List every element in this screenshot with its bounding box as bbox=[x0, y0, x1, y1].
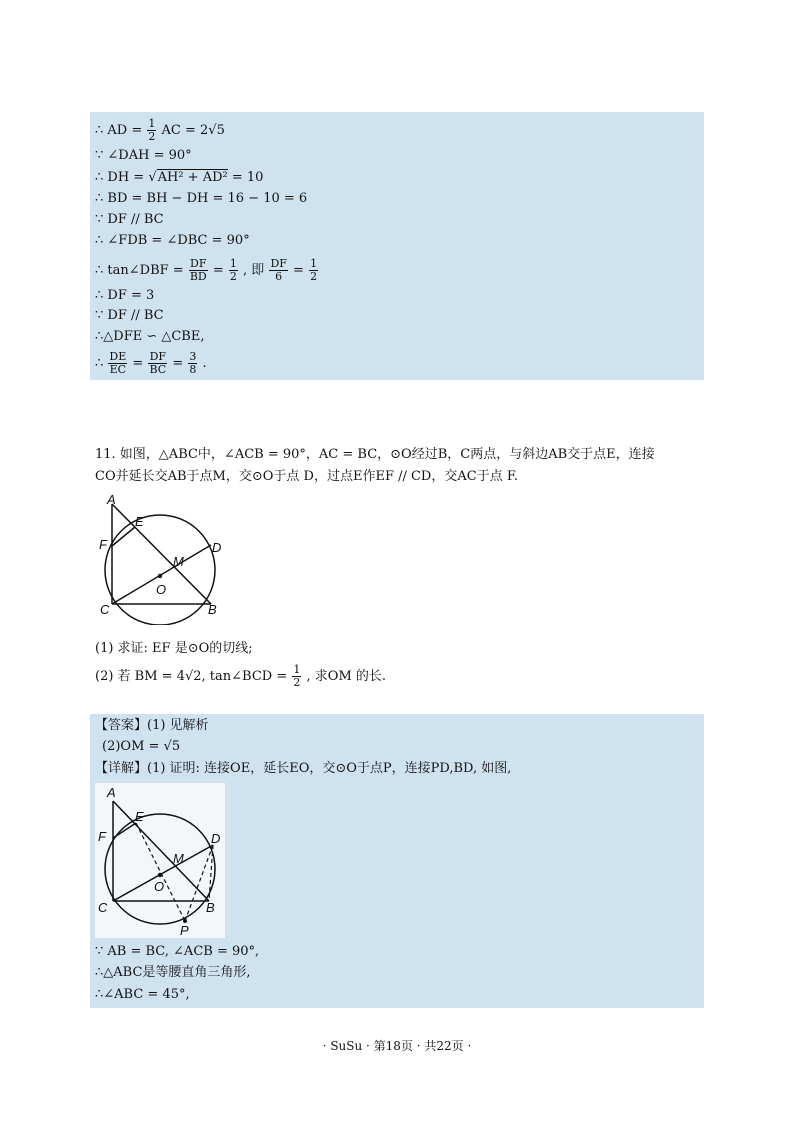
numerator: 1 bbox=[229, 257, 237, 270]
label-o: O bbox=[154, 879, 165, 894]
numerator: DF bbox=[149, 350, 167, 363]
question-11-part-1: (1) 求证: EF 是⊙O的切线; bbox=[95, 641, 253, 656]
text: = 10 bbox=[227, 170, 264, 185]
solution-line-9: ∵ DF // BC bbox=[95, 308, 164, 323]
fraction bbox=[309, 258, 318, 283]
denominator: BD bbox=[189, 270, 207, 283]
question-11-stem-line-2: CO并延长交AB于点M，交⊙O于点 D，过点E作EF // CD，交AC于点 F. bbox=[95, 469, 518, 484]
fraction bbox=[269, 258, 287, 283]
denominator: 2 bbox=[229, 270, 237, 283]
label-m: M bbox=[173, 554, 184, 569]
fraction bbox=[147, 118, 156, 143]
fraction bbox=[188, 351, 197, 376]
label-e: E bbox=[135, 514, 144, 529]
solution-line-2: ∵ ∠DAH = 90° bbox=[95, 148, 192, 163]
solution-line-3 bbox=[95, 170, 263, 186]
denominator: 2 bbox=[310, 270, 318, 283]
text: = bbox=[132, 356, 144, 371]
text: = bbox=[172, 356, 184, 371]
label-b: B bbox=[206, 900, 215, 915]
text: , 即 bbox=[243, 263, 265, 278]
fraction bbox=[108, 351, 127, 376]
label-d: D bbox=[212, 540, 222, 555]
answer-line-1: 【答案】(1) 见解析 bbox=[95, 718, 209, 733]
denominator: 6 bbox=[275, 270, 283, 283]
point-o bbox=[158, 574, 162, 578]
detail-line: 【详解】(1) 证明: 连接OE，延长EO，交⊙O于点P，连接PD,BD, 如图, bbox=[95, 761, 512, 776]
page-footer: · SuSu · 第18页 · 共22页 · bbox=[322, 1039, 472, 1053]
text: ∴ bbox=[95, 356, 104, 371]
denominator: EC bbox=[109, 363, 127, 376]
text: ∴ DH = √ bbox=[95, 170, 157, 185]
segment-ep bbox=[136, 823, 185, 921]
label-o: O bbox=[156, 582, 167, 597]
text: ∴ tan∠DBF = bbox=[95, 263, 184, 278]
text: , 求OM 的长. bbox=[306, 669, 387, 684]
fraction bbox=[292, 664, 301, 689]
numerator: 1 bbox=[310, 257, 318, 270]
proof-line-2: ∴△ABC是等腰直角三角形, bbox=[95, 965, 251, 980]
label-m: M bbox=[173, 851, 184, 866]
proof-line-3: ∴∠ABC = 45°, bbox=[95, 987, 190, 1002]
proof-line-1: ∵ AB = BC, ∠ACB = 90°, bbox=[95, 944, 260, 959]
solution-line-11 bbox=[95, 351, 207, 376]
text: = bbox=[212, 263, 224, 278]
point-o bbox=[158, 873, 162, 877]
circle-o bbox=[105, 515, 215, 625]
question-11-part-2 bbox=[95, 664, 386, 689]
label-p: P bbox=[180, 923, 189, 938]
fraction bbox=[148, 351, 167, 376]
text: = bbox=[293, 263, 304, 278]
label-c: C bbox=[98, 900, 108, 915]
fraction bbox=[189, 258, 208, 283]
solution-line-8: ∴ DF = 3 bbox=[95, 288, 155, 303]
circle-o bbox=[105, 814, 215, 924]
solution-box-previous bbox=[90, 112, 704, 380]
text: AC = 2√5 bbox=[161, 123, 225, 138]
solution-line-4: ∴ BD = BH − DH = 16 − 10 = 6 bbox=[95, 191, 308, 206]
segment-ef bbox=[113, 823, 136, 838]
numerator: 1 bbox=[148, 117, 156, 130]
label-f: F bbox=[99, 537, 107, 552]
solution-line-5: ∵ DF // BC bbox=[95, 212, 164, 227]
numerator: DE bbox=[109, 350, 127, 363]
answer-figure bbox=[95, 783, 225, 938]
label-a: A bbox=[107, 785, 116, 800]
solution-line-1 bbox=[95, 118, 225, 143]
label-d: D bbox=[211, 831, 221, 846]
numerator: 3 bbox=[189, 350, 197, 363]
label-e: E bbox=[135, 809, 144, 824]
numerator: DF bbox=[270, 257, 287, 270]
label-a: A bbox=[107, 492, 116, 507]
denominator: 2 bbox=[293, 676, 301, 689]
radicand: AH² + AD² bbox=[157, 170, 228, 185]
solution-line-7 bbox=[95, 258, 319, 283]
label-c: C bbox=[100, 602, 110, 617]
label-b: B bbox=[208, 602, 217, 617]
label-f: F bbox=[98, 829, 106, 844]
numerator: DF bbox=[190, 257, 207, 270]
answer-figure-photo bbox=[95, 783, 225, 938]
text: ∴ AD = bbox=[95, 123, 143, 138]
question-figure bbox=[90, 490, 240, 625]
solution-line-10: ∴△DFE ∽ △CBE, bbox=[95, 329, 205, 344]
denominator: BC bbox=[149, 363, 167, 376]
solution-line-6: ∴ ∠FDB = ∠DBC = 90° bbox=[95, 233, 250, 248]
text: . bbox=[202, 356, 207, 371]
denominator: 8 bbox=[189, 363, 197, 376]
answer-line-2: (2)OM = √5 bbox=[102, 739, 181, 754]
fraction bbox=[229, 258, 238, 283]
question-11-stem-line-1: 11. 如图，△ABC中，∠ACB = 90°，AC = BC，⊙O经过B，C两点，与斜边AB交于点E，连接 bbox=[95, 447, 655, 462]
numerator: 1 bbox=[293, 663, 301, 676]
denominator: 2 bbox=[148, 130, 156, 143]
text: (2) 若 BM = 4√2, tan∠BCD = bbox=[95, 669, 288, 684]
